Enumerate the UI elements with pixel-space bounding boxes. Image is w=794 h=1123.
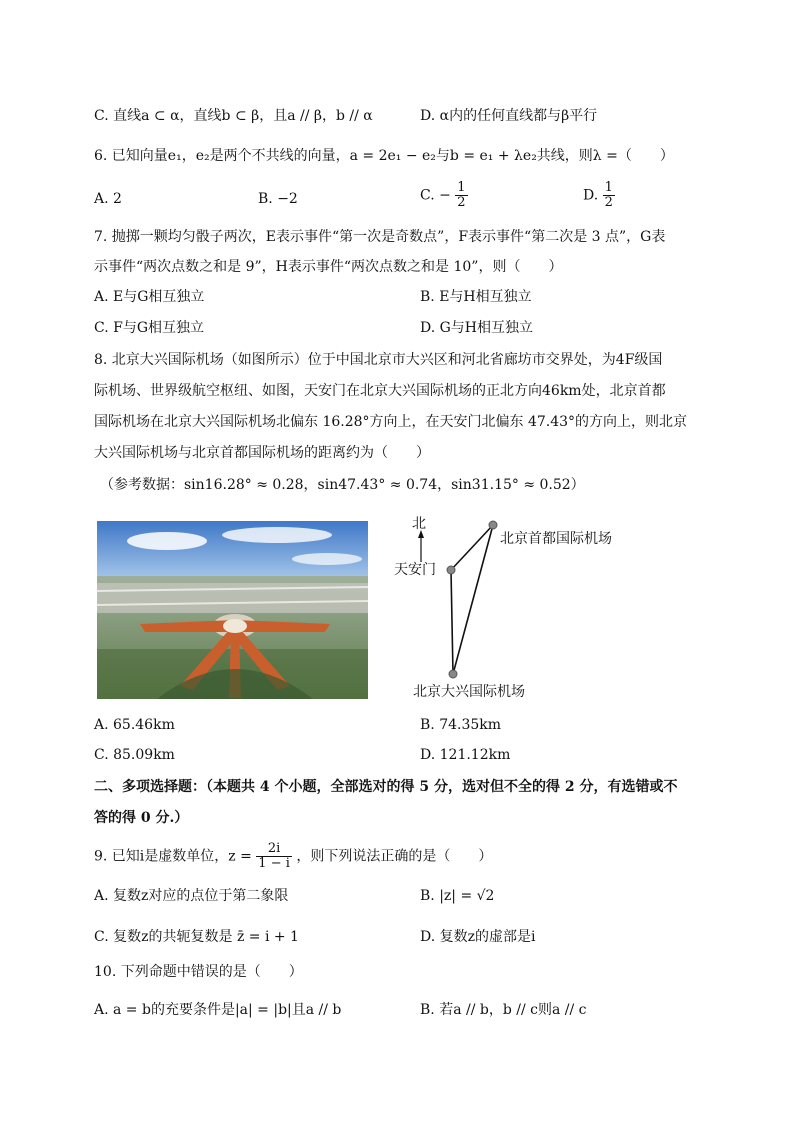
q7-stem-line1: 7. 抛掷一颗均匀骰子两次，E表示事件“第一次是奇数点”，F表示事件“第二次是 3 点”，G表 <box>94 229 666 245</box>
q6-option-d-label: D. <box>583 187 599 204</box>
q6-option-c <box>420 181 468 210</box>
daxing-airport-label: 北京大兴国际机场 <box>413 684 525 700</box>
capital-airport-label: 北京首都国际机场 <box>500 531 612 547</box>
location-diagram <box>380 506 680 706</box>
segment-tiananmen-daxing <box>451 570 453 674</box>
tiananmen-point <box>447 566 455 574</box>
q9-stem <box>94 842 492 871</box>
q5-option-d: D. α内的任何直线都与β平行 <box>420 108 598 124</box>
q6-option-c-label: C. − <box>420 187 451 204</box>
q6-option-d <box>583 181 615 210</box>
q7-option-b: B. E与H相互独立 <box>420 289 532 305</box>
q6-c-numerator: 1 <box>457 180 466 195</box>
q7-option-c: C. F与G相互独立 <box>94 320 205 336</box>
q9-fraction <box>256 842 292 871</box>
q6-stem: 6. 已知向量e₁，e₂是两个不共线的向量，a = 2e₁ − e₂与b = e₁ + λe₂共线，则λ =（ ） <box>94 148 674 164</box>
q8-stem-line3: 国际机场在北京大兴国际机场北偏东 16.28°方向上，在天安门北偏东 47.43°的方向上，则北京 <box>94 414 688 430</box>
q9-option-b: B. |z| = √2 <box>420 888 495 904</box>
q9-option-c: C. 复数z的共轭复数是 z̄ = i + 1 <box>94 929 299 945</box>
q8-stem-line2: 际机场、世界级航空枢纽、如图，天安门在北京大兴国际机场的正北方向46km处，北京首都 <box>94 383 666 399</box>
q8-stem-line4: 大兴国际机场与北京首都国际机场的距离约为（ ） <box>94 445 430 461</box>
airport-photo <box>97 521 368 699</box>
q7-option-d: D. G与H相互独立 <box>420 320 534 336</box>
daxing-airport-point <box>449 670 457 678</box>
q10-stem: 10. 下列命题中错误的是（ ） <box>94 964 303 980</box>
q10-option-b: B. 若a // b，b // c则a // c <box>420 1002 587 1018</box>
q5-option-c: C. 直线a ⊂ α，直线b ⊂ β，且a // β，b // α <box>94 108 373 124</box>
q9-stem-post: ，则下列说法正确的是（ ） <box>296 848 493 865</box>
q9-stem-pre: 9. 已知i是虚数单位，z = <box>94 848 252 865</box>
section2-heading-line2: 答的得 0 分.） <box>94 810 189 826</box>
north-label: 北 <box>412 516 426 532</box>
q6-d-numerator: 1 <box>604 180 613 195</box>
q6-option-b: B. −2 <box>258 191 298 207</box>
q8-reference-data: （参考数据：sin16.28° ≈ 0.28，sin47.43° ≈ 0.74，sin31.15° ≈ 0.52） <box>100 477 585 493</box>
capital-airport-point <box>489 521 497 529</box>
tiananmen-label: 天安门 <box>394 562 436 578</box>
q6-option-d-fraction <box>603 181 615 210</box>
q10-option-a: A. a = b的充要条件是|a| = |b|且a // b <box>94 1002 342 1018</box>
q8-option-c: C. 85.09km <box>94 747 175 763</box>
q7-option-a: A. E与G相互独立 <box>94 289 205 305</box>
q8-option-b: B. 74.35km <box>420 717 502 733</box>
q6-option-c-fraction <box>455 181 467 210</box>
q6-c-denominator: 2 <box>457 195 466 210</box>
q9-option-d: D. 复数z的虚部是i <box>420 929 536 945</box>
q6-option-a: A. 2 <box>94 191 122 207</box>
q9-denominator: 1 − i <box>258 856 290 871</box>
section2-heading-line1: 二、多项选择题：（本题共 4 个小题，全部选对的得 5 分，选对但不全的得 2 分，有选错或不 <box>94 779 678 795</box>
location-diagram-graphic <box>380 506 680 706</box>
q8-stem-line1: 8. 北京大兴国际机场（如图所示）位于中国北京市大兴区和河北省廊坊市交界处，为4F级国 <box>94 352 663 368</box>
q6-d-denominator: 2 <box>604 195 613 210</box>
q8-option-a: A. 65.46km <box>94 717 175 733</box>
q7-stem-line2: 示事件“两次点数之和是 9”，H表示事件“两次点数之和是 10”，则（ ） <box>94 259 563 275</box>
q9-option-a: A. 复数z对应的点位于第二象限 <box>94 888 289 904</box>
q9-numerator: 2i <box>256 842 292 857</box>
airport-photo-graphic <box>97 521 368 699</box>
q8-option-d: D. 121.12km <box>420 747 511 763</box>
